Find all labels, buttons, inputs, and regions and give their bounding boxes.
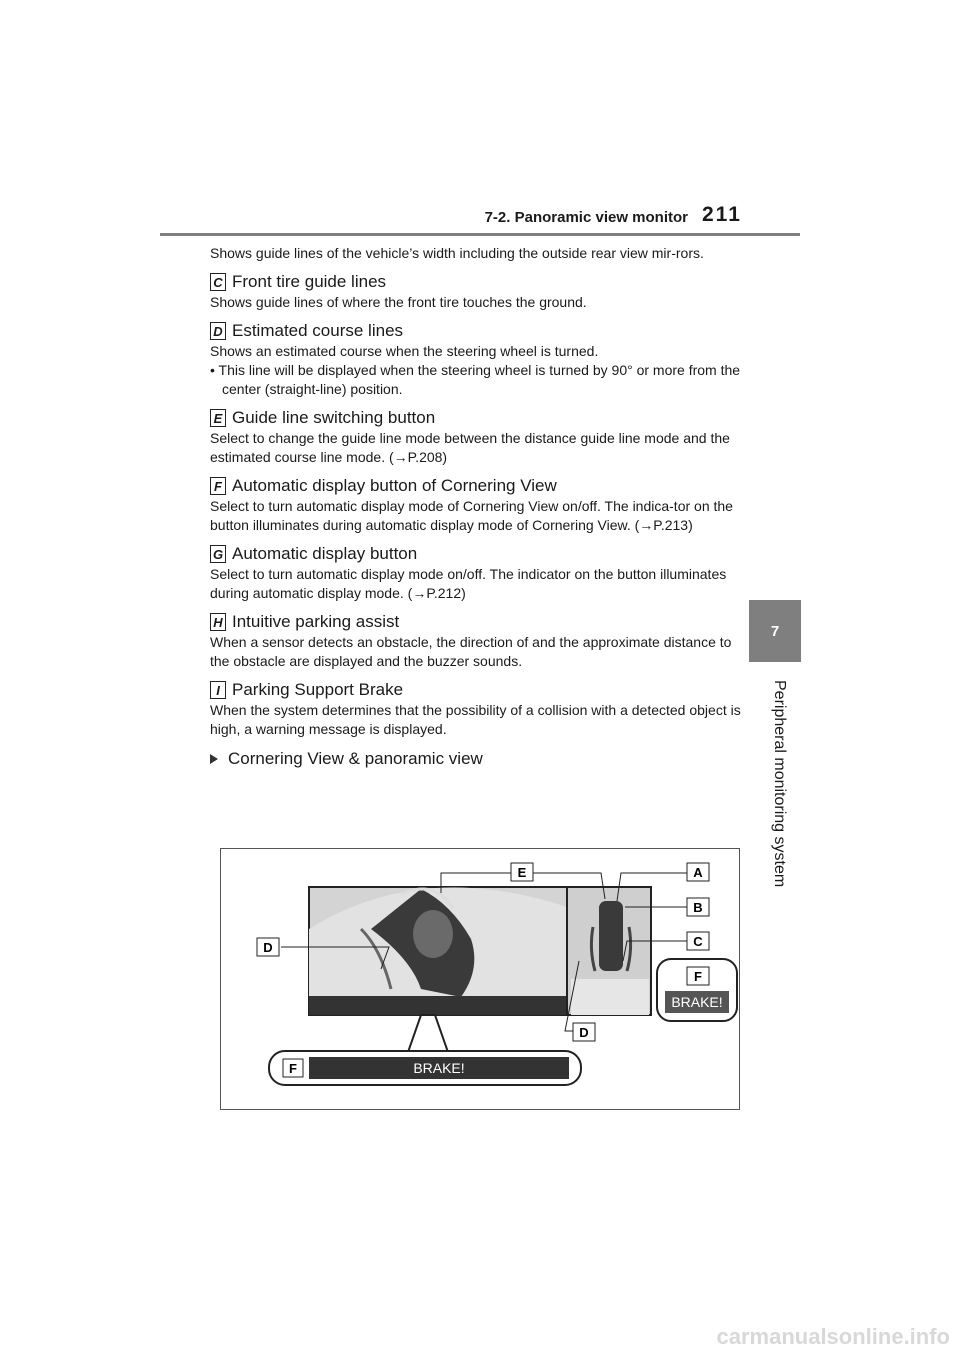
svg-text:BRAKE!: BRAKE! <box>413 1060 465 1076</box>
item-title: Automatic display button <box>232 544 418 563</box>
list-item <box>210 475 750 535</box>
list-item <box>210 320 750 399</box>
svg-text:A: A <box>693 865 703 880</box>
figure-illustration <box>221 849 739 1109</box>
item-heading <box>210 320 750 342</box>
item-badge: D <box>210 322 226 340</box>
intro-text: Shows guide lines of the vehicle’s width including the outside rear view mir-rors. <box>210 245 704 261</box>
page-header <box>0 0 960 240</box>
item-body: Shows guide lines of where the front tire touches the ground. <box>210 294 587 310</box>
watermark: carmanualsonline.info <box>716 1324 950 1349</box>
list-item <box>210 407 750 467</box>
svg-text:F: F <box>694 969 702 984</box>
item-heading <box>210 271 750 293</box>
callout-e <box>511 863 533 881</box>
item-heading <box>210 679 750 701</box>
svg-text:C: C <box>693 934 703 949</box>
item-badge: F <box>210 477 226 495</box>
callout-c <box>687 932 709 950</box>
item-body: Select to change the guide line mode between the distance guide line mode and the estimated course line mode. (→P.208) <box>210 430 730 465</box>
top-view-car <box>599 901 623 971</box>
item-body: When the system determines that the possibility of a collision with a detected object is high, a warning message is displayed. <box>210 702 741 737</box>
svg-text:BRAKE!: BRAKE! <box>671 994 723 1010</box>
item-list <box>210 271 750 739</box>
section-title: 7-2. Panoramic view monitor <box>484 209 688 226</box>
item-heading <box>210 611 750 633</box>
item-bullet: • This line will be displayed when the steering wheel is turned by 90° or more from the center (straight-line) position. <box>210 362 741 397</box>
item-heading <box>210 543 750 565</box>
chapter-tab <box>749 600 801 662</box>
item-badge: H <box>210 613 226 631</box>
brake-magnifier-right <box>657 959 737 1021</box>
item-heading <box>210 407 750 429</box>
subheading <box>210 749 750 769</box>
item-body: When a sensor detects an obstacle, the direction of and the approximate distance to the obstacle are displayed and the buzzer sounds. <box>210 634 732 669</box>
svg-text:D: D <box>263 940 273 955</box>
item-title: Automatic display button of Cornering View <box>232 476 557 495</box>
item-title: Front tire guide lines <box>232 272 387 291</box>
list-item <box>210 271 750 312</box>
chapter-number: 7 <box>770 622 780 640</box>
callout-d-left <box>257 938 279 956</box>
page-number: 211 <box>702 203 742 226</box>
header-rule <box>160 233 800 236</box>
content <box>210 244 750 769</box>
subheading-text: Cornering View & panoramic view <box>228 749 483 768</box>
chapter-title: Peripheral monitoring system <box>771 680 788 888</box>
svg-text:D: D <box>579 1025 589 1040</box>
brake-magnifier-bottom <box>269 1015 581 1085</box>
item-badge: G <box>210 545 226 563</box>
list-item <box>210 679 750 739</box>
item-badge: C <box>210 273 226 291</box>
item-title: Intuitive parking assist <box>232 612 400 631</box>
item-body: Shows an estimated course when the steering wheel is turned. <box>210 343 599 359</box>
item-badge: E <box>210 409 226 427</box>
callout-b <box>687 898 709 916</box>
item-body: Select to turn automatic display mode of Cornering View on/off. The indica-tor on the button illuminates during automatic display mode of Cornering View. (→P.213) <box>210 498 733 533</box>
cornering-view-figure <box>220 848 740 1110</box>
svg-text:F: F <box>289 1061 297 1076</box>
panoramic-ground <box>571 979 649 1015</box>
item-title: Estimated course lines <box>232 321 404 340</box>
triangle-bullet-icon <box>210 754 218 764</box>
callout-a <box>687 863 709 881</box>
item-title: Parking Support Brake <box>232 680 404 699</box>
list-item <box>210 611 750 671</box>
item-heading <box>210 475 750 497</box>
screen-bottom-bar <box>309 996 567 1015</box>
car-roof <box>413 910 453 958</box>
list-item <box>210 543 750 603</box>
item-badge: I <box>210 681 226 699</box>
svg-text:E: E <box>517 865 527 880</box>
item-body: Select to turn automatic display mode on/off. The indicator on the button illuminates during automatic display mode. (→P.212) <box>210 566 727 601</box>
item-title: Guide line switching button <box>232 408 436 427</box>
svg-text:B: B <box>693 900 703 915</box>
callout-d-bottom <box>573 1023 595 1041</box>
